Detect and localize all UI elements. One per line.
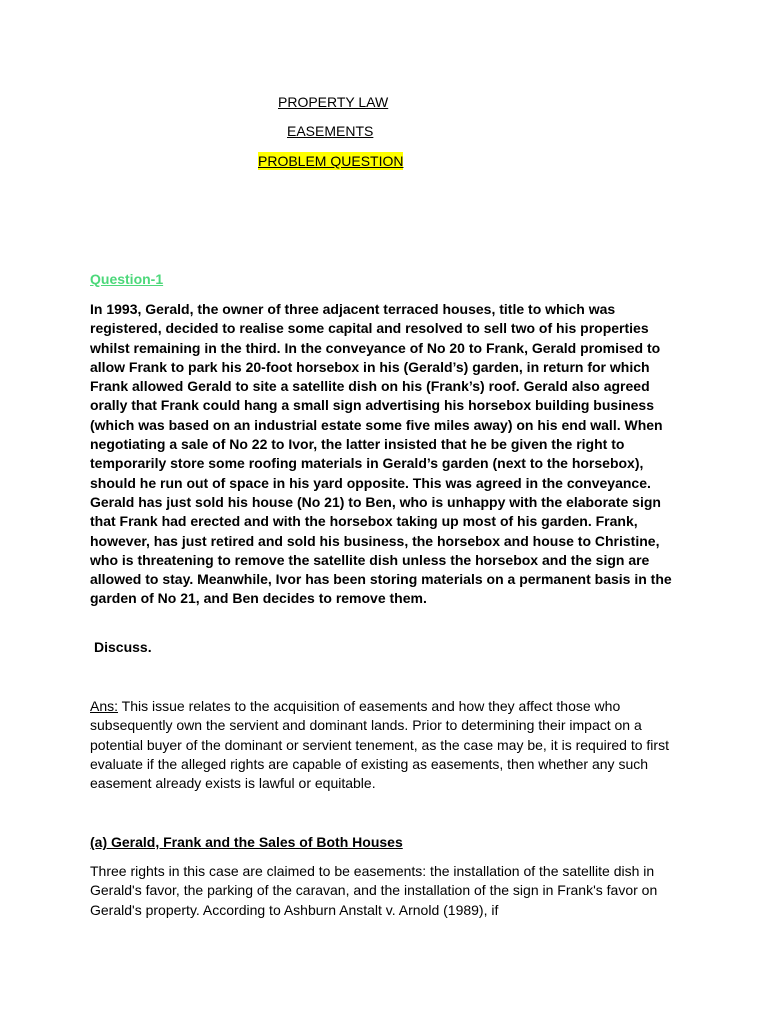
section-paragraph: Three rights in this case are claimed to be easements: the installation of the satellite dish in Gerald's favor, the parking of the caravan, and the installation of the sign in Frank's favor on Gerald's property. According to Ashburn Anstalt v. Arnold (1989), if bbox=[90, 863, 658, 918]
document-title: PROPERTY LAW bbox=[278, 94, 389, 110]
question-paragraph: In 1993, Gerald, the owner of three adjacent terraced houses, title to which was registered, decided to realise some capital and resolved to sell two of his properties whilst remaining in the third. In the conveyance of No 20 to Frank, Gerald promised to allow Frank to park his 20-foot horsebox in his (Gerald’s) garden, in return for which Frank allowed Gerald to site a satellite dish on his (Frank’s) roof. Gerald also agreed orally that Frank could hang a small sign advertising his horsebox building business (which was based on an industrial estate some five miles away) on his end wall. When negotiating a sale of No 22 to Ivor, the latter insisted that he be given the right to temporarily store some roofing materials in Gerald’s garden (next to the horsebox), should he run out of space in his yard opposite. This was agreed in the conveyance. Gerald has just sold his house (No 21) to Ben, who is unhappy with the elaborate sign that Frank had erected and with the horsebox taking up most of his garden. Frank, however, has just retired and sold his business, the horsebox and house to Christine, who is threatening to remove the satellite dish unless the horsebox and the sign are allowed to stay. Meanwhile, Ivor has been storing materials on a permanent basis in the garden of No 21, and Ben decides to remove them. bbox=[90, 301, 672, 607]
answer-paragraph bbox=[90, 697, 680, 793]
answer-label: Ans: bbox=[90, 698, 119, 714]
document-subtitle: EASEMENTS bbox=[287, 123, 374, 139]
discuss-prompt: Discuss. bbox=[94, 639, 152, 655]
document-highlighted-heading: PROBLEM QUESTION bbox=[258, 153, 404, 169]
section-heading: (a) Gerald, Frank and the Sales of Both Houses bbox=[90, 834, 403, 850]
question-heading: Question-1 bbox=[90, 271, 164, 287]
answer-text: This issue relates to the acquisition of easements and how they affect those who subsequently own the servient and dominant lands. Prior to determining their impact on a potential buyer of the dominant or servient tenement, as the case may be, it is required to first evaluate if the alleged rights are capable of existing as easements, then whether any such easement already exists is lawful or equitable. bbox=[90, 698, 669, 792]
